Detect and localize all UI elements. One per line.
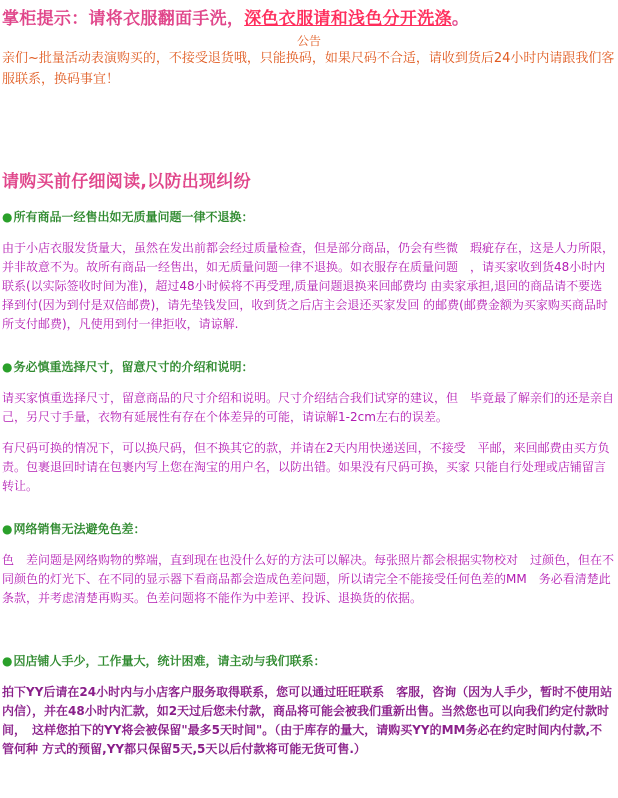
section-heading: 务必慎重选择尺寸，留意尺寸的介绍和说明： [13, 360, 254, 374]
section-paragraph [2, 683, 614, 759]
bullet-icon: ● [2, 360, 13, 374]
section-heading: 所有商品一经售出如无质量问题一律不退换： [13, 210, 254, 224]
tip-banner [2, 4, 618, 29]
section-no-return [2, 208, 614, 334]
tip-suffix: 。 [451, 9, 470, 29]
section-paragraph: 由于小店衣服发货量大，虽然在发出前都会经过质量检查，但是部分商品，仍会有些微 瑕疵存在，这是人力所限，并非故意不为。故所有商品一经售出，如无质量问题一律不退换。如衣服存在质量问题 ，请买家收到货48小时内联系(以实际签收时间为准)，超过48小时候将不再受理,质量问题退换来回邮费均 由卖家承担,退回的商品请不要选择到付(因为到付是双倍邮费)，请先垫钱发回，收到货之后店主会退还买家发回 的邮费(邮费金额为买家购买商品时所支付邮费)，凡使用到付一律拒收，请谅解. [2, 241, 615, 331]
section-paragraph: 色 差问题是网络购物的弊端，直到现在也没什么好的方法可以解决。每张照片都会根据实物校对 过颜色，但在不同颜色的灯光下、在不同的显示器下看商品都会造成色差问题，所以请完全不能接受任何色差的MM 务必看清楚此条款，并考虑清楚再购买。色差问题将不能作为中差评、投诉、退换货的依据。 [2, 553, 615, 605]
contact-text-part2: （因为人手少，暂时不使用站内信），并在48小时内汇款，如2天过后您未付款，商品将可能会被我们重新出售。当然您也可以向我们约定付款时间， 这样您拍下的YY将会被保留"最多5天时间"。（由于库存的量大，请购买YY的MM务必在约定时间内付款,不管何种 方式的预留,YY都只保留5天,5天以后付款将可能无货可售.） [2, 685, 613, 756]
section-color [2, 520, 614, 608]
bullet-icon: ● [2, 210, 13, 224]
section-paragraph: 有尺码可换的情况下，可以换尺码，但不换其它的款，并请在2天内用快递送回，不接受 平邮，来回邮费由买方负责。包裹退回时请在包裹内写上您在淘宝的用户名，以防出错。如果没有尺码可换，买家 只能自行处理或店铺留言转让。 [2, 441, 610, 493]
bullet-icon: ● [2, 654, 13, 668]
section-paragraph: 请买家慎重选择尺寸，留意商品的尺寸介绍和说明。尺寸介绍结合我们试穿的建议，但 毕竟最了解亲们的还是亲自己，另尺寸手量，衣物有延展性有存在个体差异的可能，请谅解1-2cm左右的误差。 [2, 391, 615, 424]
bullet-icon: ● [2, 522, 13, 536]
tip-highlight: 深色衣服请和浅色分开洗涤 [244, 9, 452, 29]
section-size [2, 358, 614, 496]
page-title: 请购买前仔细阅读,以防出现纠纷 [2, 172, 251, 192]
section-heading: 因店铺人手少，工作量大，统计困难，请主动与我们联系： [13, 654, 326, 668]
contact-text-part1: 拍下YY后请在24小时内与小店客户服务取得联系，您可以通过旺旺联系 客服，咨询 [2, 685, 457, 699]
notice-body: 亲们~批量活动表演购买的，不接受退货哦，只能换码，如果尺码不合适，请收到货后24小时内请跟我们客服联系，换码事宜！ [2, 51, 615, 87]
section-heading: 网络销售无法避免色差： [13, 522, 146, 536]
tip-prefix: 掌柜提示：请将衣服翻面手洗， [2, 9, 245, 29]
notice-title: 公告 [296, 34, 321, 48]
section-contact [2, 652, 614, 759]
